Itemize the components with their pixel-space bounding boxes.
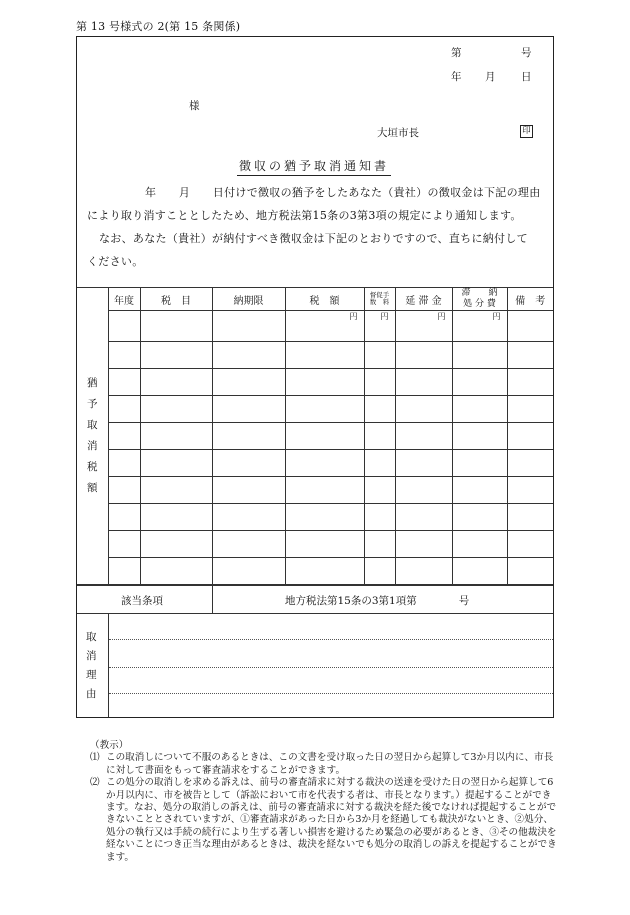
table-row: [77, 423, 553, 450]
cell-year[interactable]: [108, 477, 140, 504]
reason-label-char: 理: [86, 669, 97, 681]
cell-disposal[interactable]: [452, 504, 507, 531]
month-label: 月: [485, 71, 496, 83]
addressee-suffix: 様: [189, 100, 200, 112]
cell-remarks[interactable]: [507, 450, 553, 477]
header-disposal-line1: 滞 納: [461, 288, 498, 298]
seal-mark: 印: [520, 125, 533, 138]
cell-tax-item[interactable]: [140, 396, 212, 423]
cell-deadline[interactable]: [212, 311, 285, 342]
instruction-item: [90, 752, 560, 777]
cell-deadline[interactable]: [212, 558, 285, 585]
cell-year[interactable]: [108, 369, 140, 396]
number-suffix: 号: [521, 47, 532, 59]
reason-divider: [108, 613, 109, 717]
instructions: [90, 740, 560, 864]
day-label: 日: [521, 71, 532, 83]
header-fee-line2: 数 料: [369, 298, 390, 306]
cell-tax-item[interactable]: [140, 504, 212, 531]
table-row: [77, 342, 553, 369]
cell-fee[interactable]: [364, 342, 395, 369]
body-line-1: 年 月 日付けで徴収の猶予をしたあなた（貴社）の徴収金は下記の理由: [145, 186, 541, 199]
cell-deadline[interactable]: [212, 342, 285, 369]
cell-disposal[interactable]: [452, 450, 507, 477]
header-disposal-line2: 処 分 費: [463, 299, 496, 309]
cell-delinquency[interactable]: [395, 558, 452, 585]
cell-deadline[interactable]: [212, 369, 285, 396]
header-remarks: 備 考: [507, 288, 553, 311]
cell-remarks[interactable]: [507, 396, 553, 423]
cell-tax-amount[interactable]: [285, 558, 364, 585]
cell-year[interactable]: [108, 423, 140, 450]
form-label: 第 13 号様式の 2(第 15 条関係): [76, 20, 241, 33]
cell-remarks[interactable]: [507, 504, 553, 531]
cell-disposal[interactable]: [452, 311, 507, 342]
cell-tax-amount[interactable]: [285, 504, 364, 531]
header-year: 年度: [108, 288, 140, 311]
cell-delinquency[interactable]: [395, 423, 452, 450]
reason-line[interactable]: [109, 693, 553, 694]
instruction-number: ⑴: [90, 752, 100, 764]
reason-line[interactable]: [109, 639, 553, 640]
row-label-char: 消: [87, 440, 98, 452]
instruction-item: [90, 777, 560, 864]
cell-deadline[interactable]: [212, 504, 285, 531]
cell-deadline[interactable]: [212, 396, 285, 423]
cell-remarks[interactable]: [507, 423, 553, 450]
cell-deadline[interactable]: [212, 423, 285, 450]
tax-table: [77, 287, 553, 585]
unit-yen: 円: [349, 312, 358, 321]
cell-tax-item[interactable]: [140, 450, 212, 477]
article-divider: [212, 585, 213, 613]
row-label-cell: [77, 288, 108, 585]
header-tax-amount: 税 額: [285, 288, 364, 311]
header-fee: [364, 288, 395, 311]
row-label-char: 額: [87, 482, 98, 494]
cell-fee[interactable]: [364, 558, 395, 585]
cell-tax-amount[interactable]: [285, 396, 364, 423]
cell-delinquency[interactable]: [395, 477, 452, 504]
cell-delinquency[interactable]: [395, 342, 452, 369]
cell-year[interactable]: [108, 450, 140, 477]
reason-label-char: 消: [86, 650, 97, 662]
row-label-char: 取: [87, 419, 98, 431]
table-row: [77, 558, 553, 585]
table-row: [77, 396, 553, 423]
table-row: [77, 504, 553, 531]
cell-year[interactable]: [108, 531, 140, 558]
cell-fee[interactable]: [364, 369, 395, 396]
unit-yen: 円: [437, 312, 446, 321]
notice-form: [76, 36, 554, 718]
reason-area: [77, 613, 553, 718]
cell-year[interactable]: [108, 396, 140, 423]
row-label-char: 税: [87, 461, 98, 473]
cell-tax-amount[interactable]: [285, 311, 364, 342]
body-line-4: ください。: [87, 255, 144, 268]
table-row: [77, 450, 553, 477]
cell-tax-item[interactable]: [140, 369, 212, 396]
unit-yen: 円: [380, 312, 389, 321]
cell-deadline[interactable]: [212, 531, 285, 558]
instruction-number: ⑵: [90, 777, 100, 789]
cell-tax-item[interactable]: [140, 531, 212, 558]
cell-deadline[interactable]: [212, 477, 285, 504]
cell-disposal[interactable]: [452, 531, 507, 558]
cell-year[interactable]: [108, 504, 140, 531]
cell-tax-amount[interactable]: [285, 423, 364, 450]
reason-line[interactable]: [109, 667, 553, 668]
instructions-heading: （教示）: [90, 740, 129, 751]
cell-tax-item[interactable]: [140, 477, 212, 504]
article-value: 地方税法第15条の3第1項第 号: [285, 595, 470, 607]
cell-disposal[interactable]: [452, 342, 507, 369]
cell-fee[interactable]: [364, 423, 395, 450]
cell-remarks[interactable]: [507, 369, 553, 396]
header-disposal: [452, 288, 507, 311]
cell-fee[interactable]: [364, 504, 395, 531]
reason-label: [86, 628, 97, 704]
cell-remarks[interactable]: [507, 342, 553, 369]
unit-yen: 円: [492, 312, 501, 321]
cell-fee[interactable]: [364, 477, 395, 504]
cell-tax-item[interactable]: [140, 558, 212, 585]
cell-delinquency[interactable]: [395, 450, 452, 477]
cell-remarks[interactable]: [507, 531, 553, 558]
reason-label-char: 取: [86, 631, 97, 643]
cell-delinquency[interactable]: [395, 396, 452, 423]
cell-tax-amount[interactable]: [285, 477, 364, 504]
cell-deadline[interactable]: [212, 450, 285, 477]
header-deadline: 納期限: [212, 288, 285, 311]
cell-tax-amount[interactable]: [285, 450, 364, 477]
cell-disposal[interactable]: [452, 423, 507, 450]
row-label-char: 予: [87, 398, 98, 410]
cell-tax-amount[interactable]: [285, 369, 364, 396]
cell-disposal[interactable]: [452, 369, 507, 396]
table-row: [77, 531, 553, 558]
cell-remarks[interactable]: [507, 311, 553, 342]
cell-delinquency[interactable]: [395, 311, 452, 342]
cell-fee[interactable]: [364, 396, 395, 423]
cell-remarks[interactable]: [507, 477, 553, 504]
article-label: 該当条項: [121, 595, 163, 607]
cell-delinquency[interactable]: [395, 369, 452, 396]
table-row: [77, 477, 553, 504]
cell-tax-amount[interactable]: [285, 342, 364, 369]
sender-name: 大垣市長: [377, 127, 419, 139]
cell-fee[interactable]: [364, 311, 395, 342]
year-label: 年: [451, 71, 462, 83]
header-fee-line1: 督促手: [369, 291, 390, 299]
header-delinquency: 延 滞 金: [395, 288, 452, 311]
table-row: [77, 369, 553, 396]
cell-delinquency[interactable]: [395, 504, 452, 531]
cell-year[interactable]: [108, 342, 140, 369]
article-row: [77, 585, 553, 614]
instruction-text: この取消しについて不服のあるときは、この文書を受け取った日の翌日から起算して3か月以内に、市長に対して書面をもって審査請求をすることができます。: [106, 752, 554, 776]
cell-year[interactable]: [108, 558, 140, 585]
cell-tax-item[interactable]: [140, 311, 212, 342]
body-line-3: なお、あなた（貴社）が納付すべき徴収金は下記のとおりですので、直ちに納付して: [99, 232, 528, 245]
cell-year[interactable]: [108, 311, 140, 342]
cell-fee[interactable]: [364, 531, 395, 558]
cell-disposal[interactable]: [452, 396, 507, 423]
cell-disposal[interactable]: [452, 477, 507, 504]
cell-tax-item[interactable]: [140, 423, 212, 450]
document-title: 徴収の猶予取消通知書: [237, 157, 391, 176]
header-tax-item: 税 目: [140, 288, 212, 311]
cell-delinquency[interactable]: [395, 531, 452, 558]
cell-disposal[interactable]: [452, 558, 507, 585]
reason-label-char: 由: [86, 688, 97, 700]
instruction-text: この処分の取消しを求める訴えは、前号の審査請求に対する裁決の送達を受けた日の翌日から起算して6か月以内に、市を被告として（訴訟において市を代表する者は、市長となります。）提起することができます。なお、処分の取消しの訴えは、前号の審査請求に対する裁決を経た後でなければ提起することができないこととされていますが、①審査請求があった日から3か月を経過しても裁決がないとき、②処分、処分の執行又は手続の続行により生ずる著しい損害を避けるため緊急の必要があるとき、③その他裁決を経ないことにつき正当な理由があるときは、裁決を経ないでも処分の取消しの訴えを提起することができます。: [106, 777, 557, 863]
row-label-char: 猶: [87, 377, 98, 389]
body-line-2: により取り消すこととしたため、地方税法第15条の3第3項の規定により通知します。: [87, 209, 522, 222]
cell-tax-amount[interactable]: [285, 531, 364, 558]
cell-remarks[interactable]: [507, 558, 553, 585]
cell-tax-item[interactable]: [140, 342, 212, 369]
cell-fee[interactable]: [364, 450, 395, 477]
number-label: 第: [451, 47, 462, 59]
